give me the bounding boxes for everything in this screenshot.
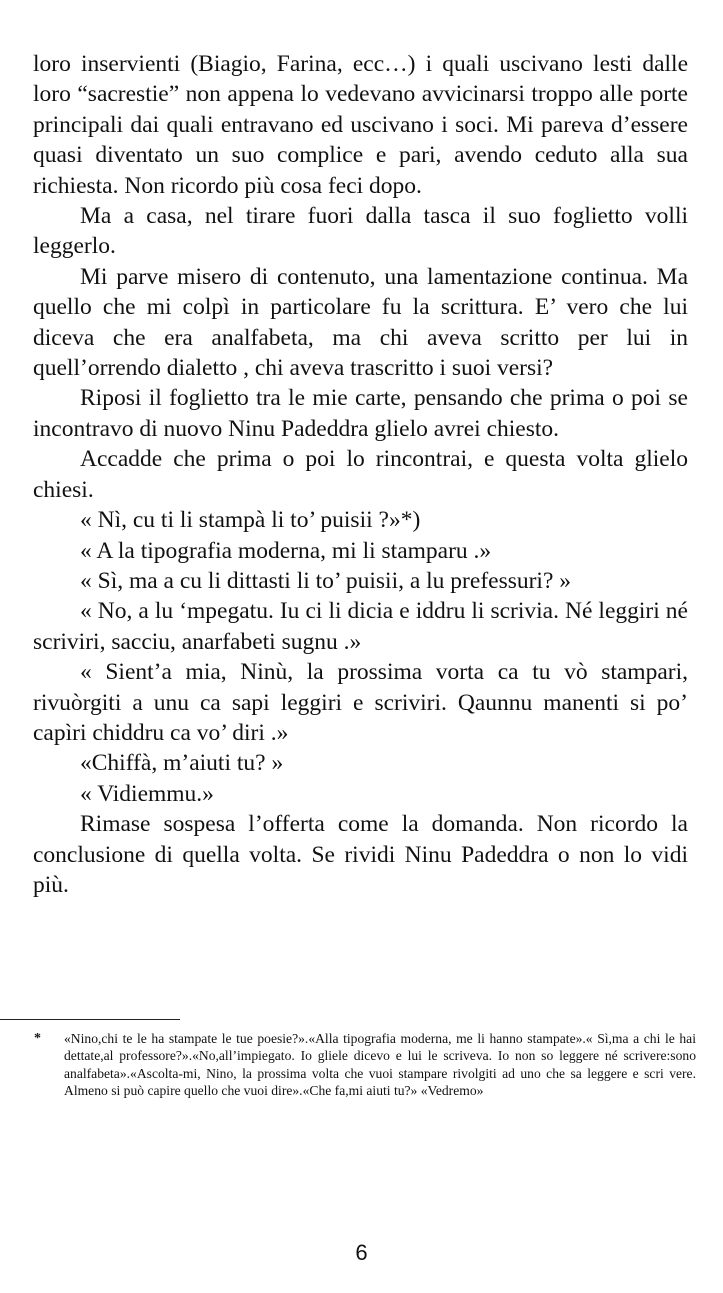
dialogue-line: « A la tipografia moderna, mi li stamparu .»	[80, 537, 492, 564]
footnote-marker: *	[34, 1031, 41, 1046]
body-text	[33, 49, 688, 900]
dialogue-line: « Nì, cu ti li stampà li to’ puisii ?»*)	[80, 507, 421, 534]
paragraph: Ma a casa, nel tirare fuori dalla tasca il suo foglietto volli leggerlo.	[33, 203, 688, 260]
paragraph: loro inservienti (Biagio, Farina, ecc…) i quali uscivano lesti dalle loro “sacrestie” non appena lo vedevano avvicinarsi troppo alle porte principali dai quali entravano ed uscivano i soci. Mi pareva d’essere quasi diventato un suo complice e pari, avendo ceduto alla sua richiesta. Non ricordo più cosa feci dopo.	[33, 51, 688, 199]
dialogue-line: « Sì, ma a cu li dittasti li to’ puisii, a lu prefessuri? »	[80, 567, 572, 594]
page-number: 6	[355, 1240, 368, 1265]
footnote-divider	[0, 1019, 180, 1020]
dialogue-line: « Sient’a mia, Ninù, la prossima vorta ca tu vò stampari, rivuòrgiti a unu ca sapi leggiri e scriviri. Qaunnu manenti si po’ capìri chiddru ca vo’ diri .»	[33, 659, 688, 746]
paragraph: Riposi il foglietto tra le mie carte, pensando che prima o poi se incontravo di nuovo Ninu Padeddra glielo avrei chiesto.	[33, 385, 688, 442]
dialogue-line: « No, a lu ‘mpegatu. Iu ci li dicia e iddru li scrivia. Né leggiri né scriviri, sacciu, anarfabeti sugnu .»	[33, 598, 688, 655]
dialogue-line: « Vidiemmu.»	[80, 780, 214, 807]
paragraph: Rimase sospesa l’offerta come la domanda. Non ricordo la conclusione di quella volta. Se rividi Ninu Padeddra o non lo vidi più.	[33, 811, 688, 898]
paragraph: Accadde che prima o poi lo rincontrai, e questa volta glielo chiesi.	[33, 446, 688, 503]
paragraph: Mi parve misero di contenuto, una lamentazione continua. Ma quello che mi colpì in particolare fu la scrittura. E’ vero che lui diceva che era analfabeta, ma chi aveva scritto per lui in quell’orrendo dialetto , chi aveva trascritto i suoi versi?	[33, 263, 688, 382]
footnote-text: «Nino,chi te le ha stampate le tue poesie?».«Alla tipografia moderna, me li hanno stampate».« Sì,ma a chi le hai dettate,al professore?».«No,all’impiegato. Io gliele dicevo e lui le scriveva. Io non so leggere né scrivere:sono analfabeta».«Ascolta-mi, Nino, la prossima volta che vuoi stampare rivolgiti ad uno che sa leggere e scri vere. Almeno si può capire quello che vuoi dire».«Che fa,mi aiuti tu?» «Vedremo»	[64, 1031, 696, 1099]
dialogue-line: «Chiffà, m’aiuti tu? »	[80, 750, 284, 777]
